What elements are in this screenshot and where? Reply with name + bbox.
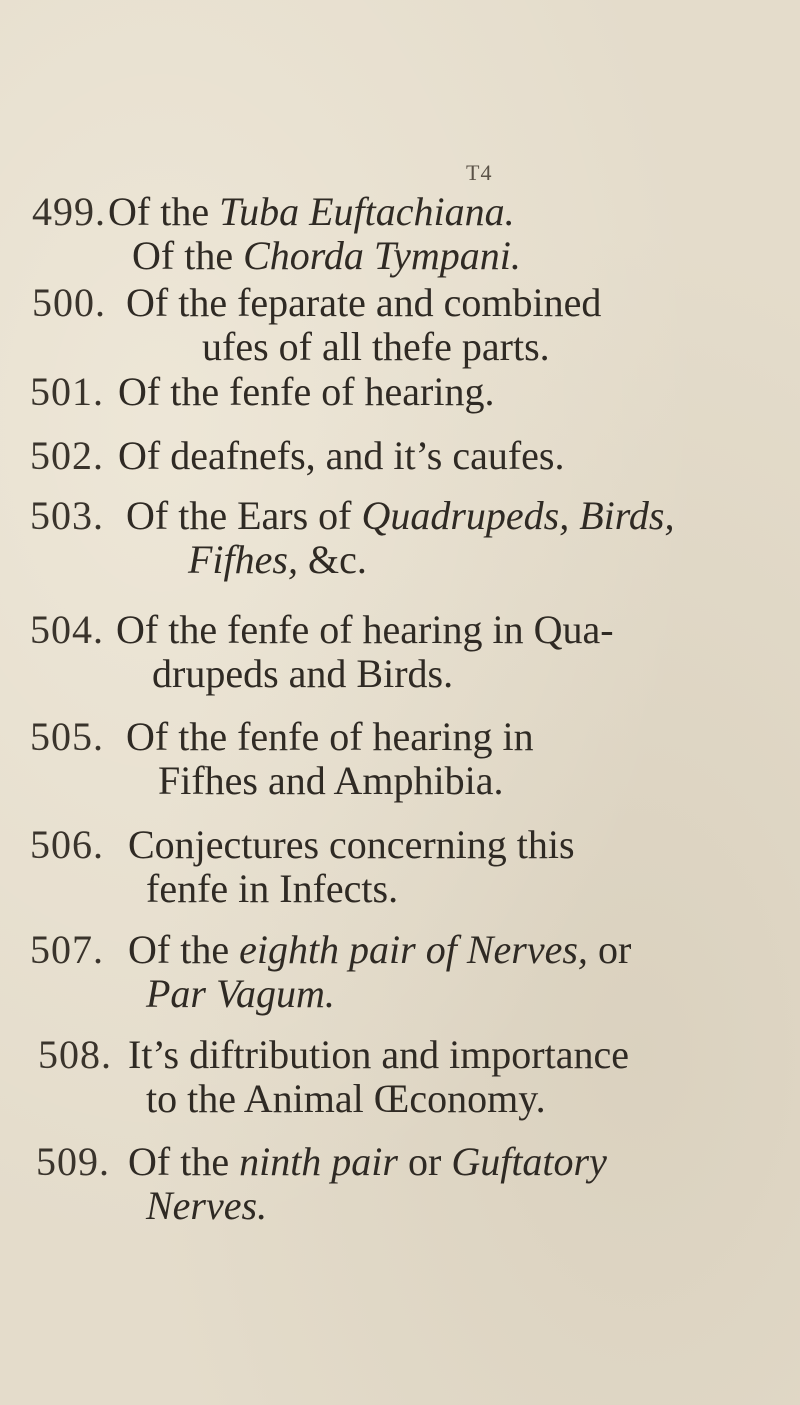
italic-text: Tuba Euftachiana. <box>219 189 515 234</box>
roman-text: Of the <box>128 1139 240 1184</box>
roman-text: drupeds and Birds. <box>152 651 454 696</box>
entry-continuation <box>146 1183 268 1228</box>
roman-text: Of the fenfe of hearing in Qua- <box>116 607 614 652</box>
italic-text: Par Vagum. <box>146 971 335 1016</box>
roman-text: Of the feparate and combined <box>126 280 602 325</box>
entry-continuation <box>132 233 521 278</box>
roman-text: It’s diftribution and importance <box>128 1032 629 1077</box>
roman-text: fenfe in Infects. <box>146 866 399 911</box>
roman-text: Of the <box>128 927 240 972</box>
entry-title <box>118 369 495 414</box>
roman-text: Of the fenfe of hearing. <box>118 369 495 414</box>
entry-number: 502. <box>30 433 104 478</box>
entry-number: 507. <box>30 927 104 972</box>
roman-text: Of the <box>132 233 244 278</box>
entry-title <box>108 189 515 234</box>
entry-number: 509. <box>36 1139 110 1184</box>
roman-text: to the Animal Œconomy. <box>146 1076 546 1121</box>
roman-text: or <box>397 1139 452 1184</box>
roman-text: Of deafnefs, and it’s caufes. <box>118 433 565 478</box>
italic-text: Fifhes, <box>188 537 298 582</box>
italic-text: Guftatory <box>451 1139 607 1184</box>
roman-text: Fifhes and Amphibia. <box>158 758 504 803</box>
roman-text: ufes of all thefe parts. <box>202 324 550 369</box>
entry-title <box>126 493 675 538</box>
italic-text: Chorda Tympani. <box>243 233 521 278</box>
entry-title <box>128 822 575 867</box>
entry-title <box>128 927 632 972</box>
roman-text: Conjectures concerning this <box>128 822 575 867</box>
entry-title <box>128 1032 629 1077</box>
italic-text: ninth pair <box>239 1139 398 1184</box>
entry-continuation <box>188 537 367 582</box>
page-mark: T4 <box>466 160 493 185</box>
roman-text: Of the <box>108 189 220 234</box>
entry-number: 499. <box>32 189 106 234</box>
roman-text: or <box>587 927 632 972</box>
italic-text: Quadrupeds, Birds, <box>361 493 675 538</box>
entry-number: 501. <box>30 369 104 414</box>
entry-number: 504. <box>30 607 104 652</box>
entry-title <box>128 1139 607 1184</box>
entry-continuation <box>146 866 399 911</box>
entry-number: 508. <box>38 1032 112 1077</box>
entry-title <box>116 607 614 652</box>
entry-title <box>118 433 565 478</box>
roman-text: Of the Ears of <box>126 493 362 538</box>
entry-number: 503. <box>30 493 104 538</box>
entry-number: 505. <box>30 714 104 759</box>
entry-title <box>126 280 602 325</box>
entry-continuation <box>158 758 504 803</box>
entry-continuation <box>146 971 335 1016</box>
italic-text: eighth pair of Nerves, <box>239 927 588 972</box>
entry-number: 506. <box>30 822 104 867</box>
entry-number: 500. <box>32 280 106 325</box>
entry-title <box>126 714 534 759</box>
entry-continuation <box>146 1076 546 1121</box>
italic-text: Nerves. <box>146 1183 268 1228</box>
roman-text: Of the fenfe of hearing in <box>126 714 534 759</box>
entry-continuation <box>152 651 454 696</box>
entry-continuation <box>202 324 550 369</box>
roman-text: &c. <box>297 537 367 582</box>
